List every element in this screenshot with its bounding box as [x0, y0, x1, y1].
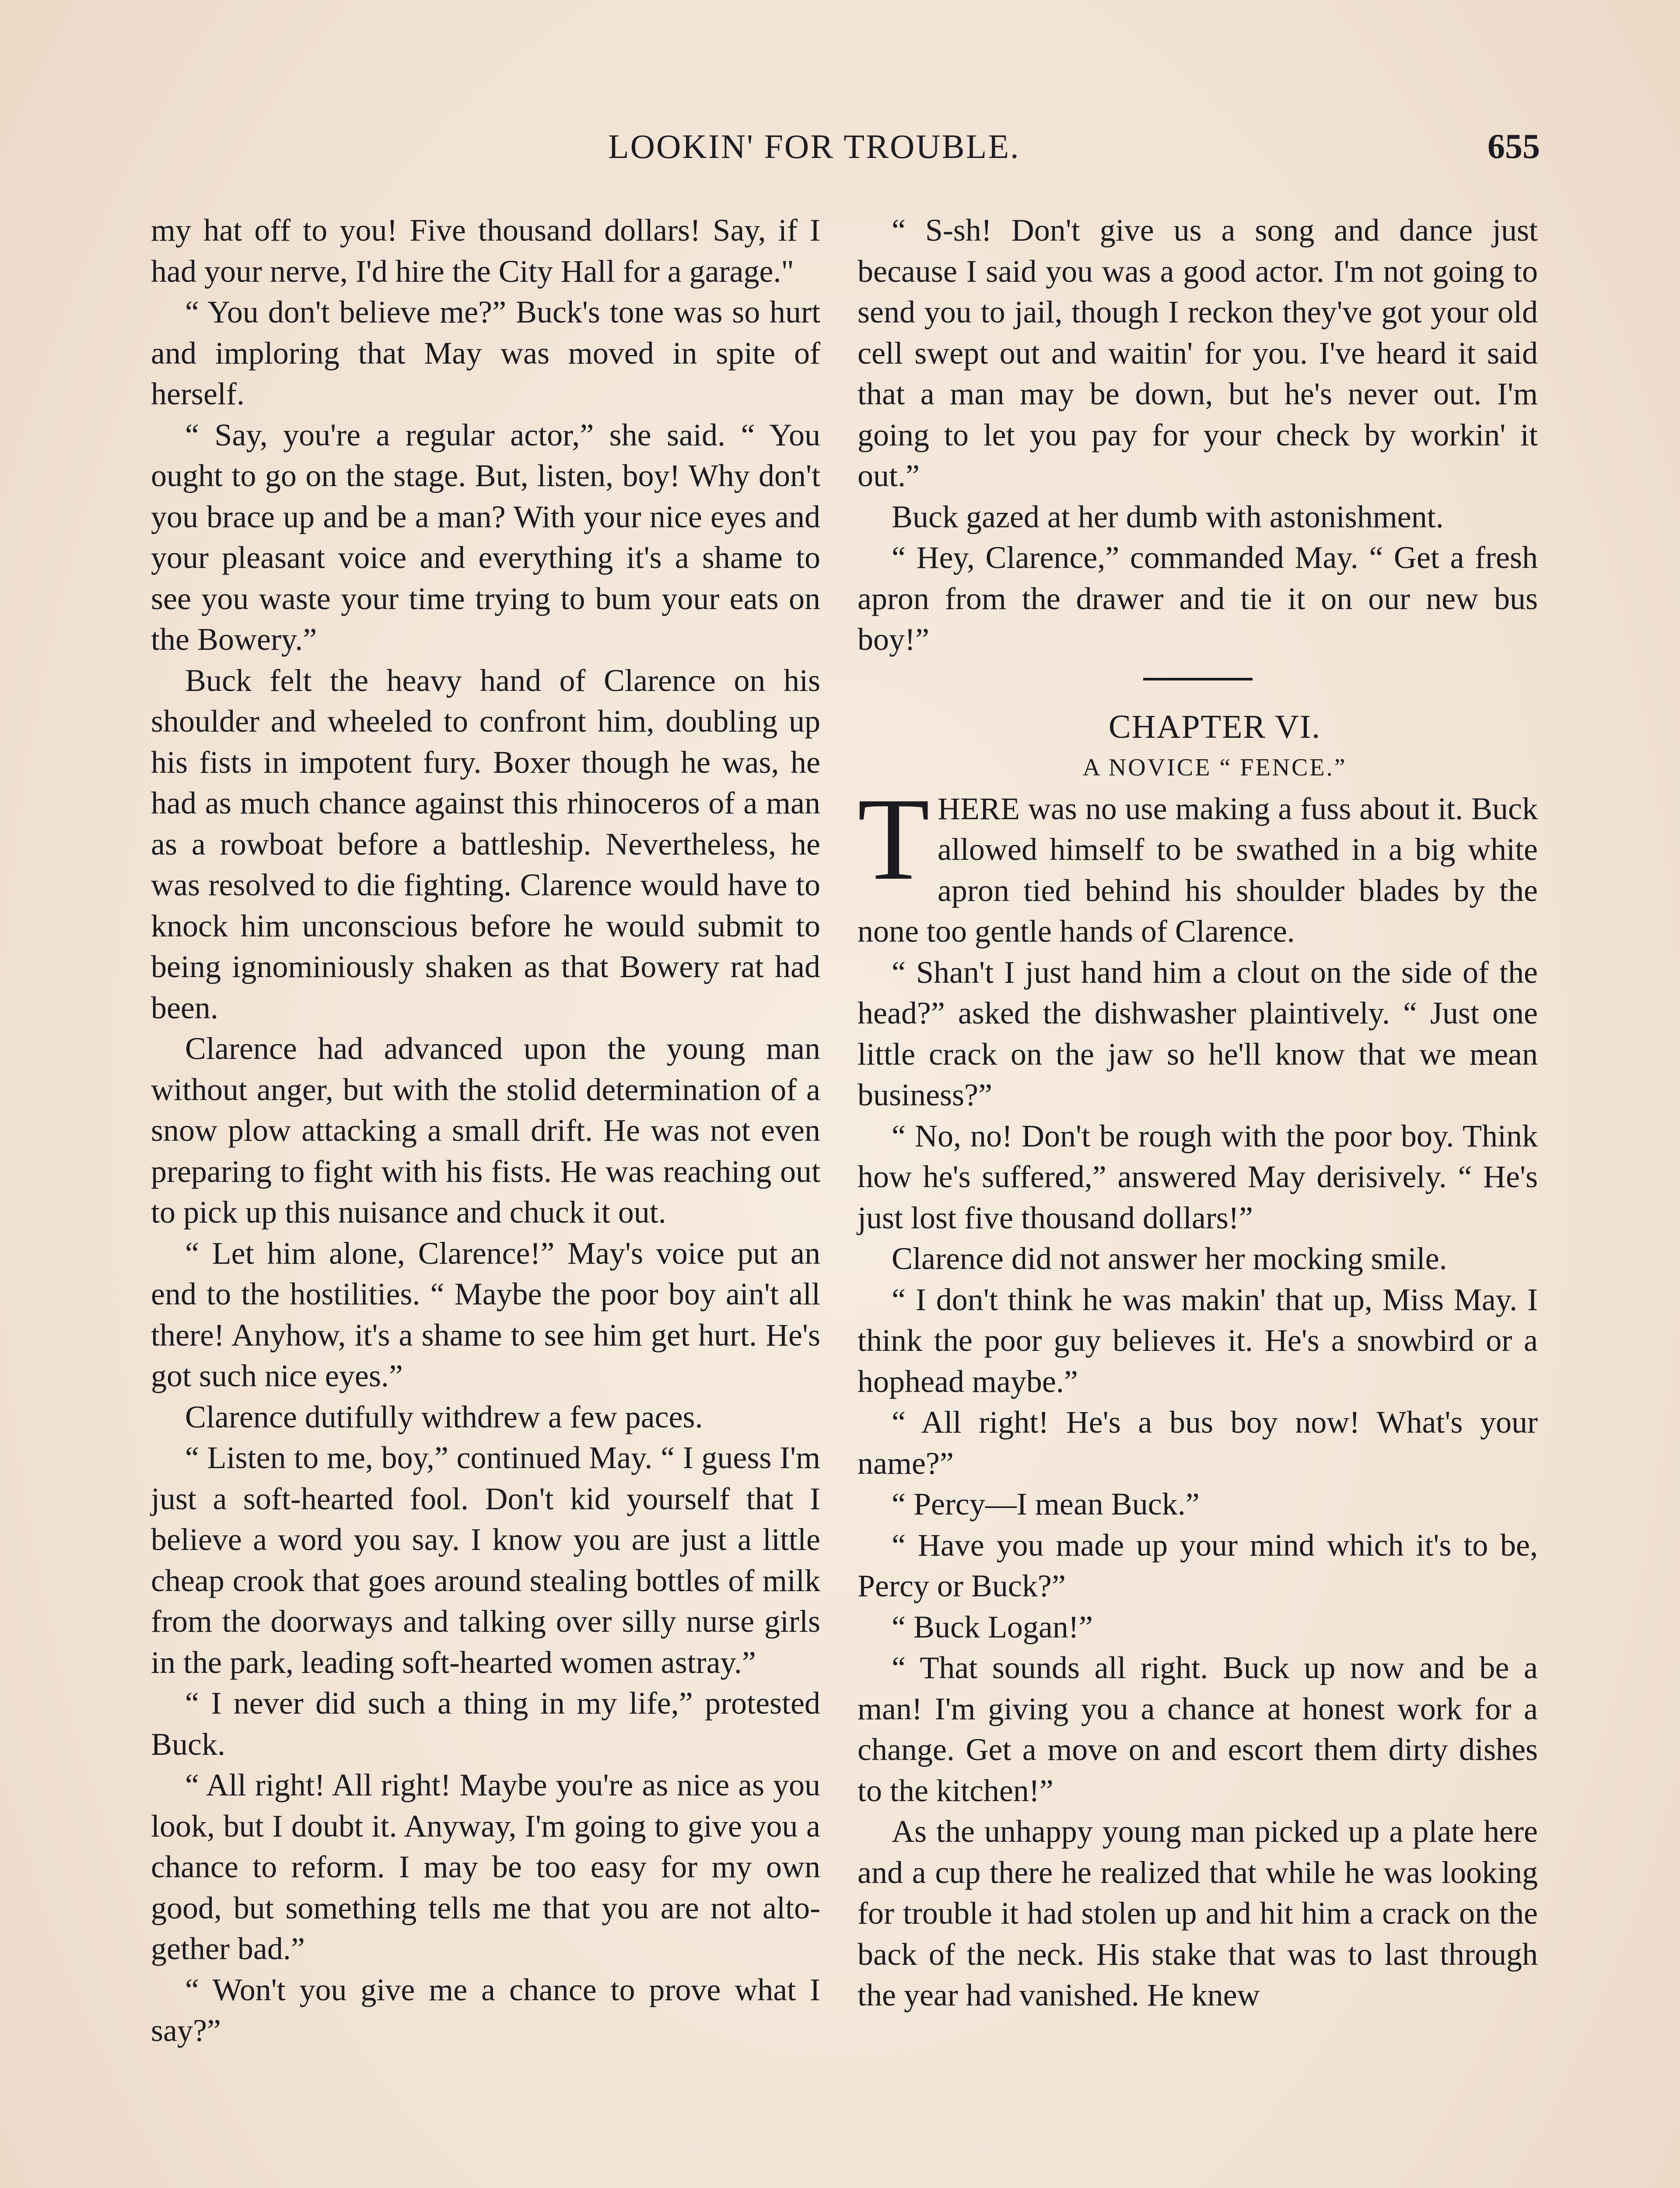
paragraph: Clarence dutifully withdrew a few paces.	[185, 1399, 703, 1434]
paragraph: “ You don't believe me?” Buck's tone was so hurt and imploring that May was moved in spite of herself.	[151, 295, 820, 411]
paragraph: “ Have you made up your mind which it's to be, Percy or Buck?”	[858, 1527, 1538, 1603]
right-column	[858, 210, 1538, 2016]
drop-cap: T	[858, 773, 930, 905]
paragraph: Buck gazed at her dumb with astonishment.	[892, 499, 1444, 534]
paragraph: “ That sounds all right. Buck up now and be a man! I'm giving you a chance at honest work for a change. Get a move on and escort them dirty dishes to the kitchen!”	[858, 1650, 1538, 1808]
paragraph: “ S-sh! Don't give us a song and dance just because I said you was a good actor. I'm not going to send you to jail, though I reckon they've got your old cell swept out and waitin' for you. I've heard it said that a man may be down, but he's never out. I'm going to let you pay for your check by workin' it out.”	[858, 213, 1538, 493]
paragraph: “ All right! He's a bus boy now! What's your name?”	[858, 1405, 1538, 1481]
chapter-opening-paragraph	[858, 773, 1538, 952]
paragraph: As the unhappy young man picked up a plate here and a cup there he realized that while he was looking for trouble it had stolen up and hit him a crack on the back of the neck. His stake that was to last through the year had vanished. He knew	[858, 1814, 1538, 2013]
chapter-heading: CHAPTER VI.	[1108, 708, 1321, 745]
page-number: 655	[1488, 127, 1540, 166]
left-column	[151, 210, 820, 2051]
chapter-subtitle: A NOVICE “ FENCE.”	[1082, 754, 1347, 781]
paragraph: Clarence did not answer her mocking smile.	[892, 1241, 1447, 1276]
paragraph: “ I never did such a thing in my life,” protested Buck.	[151, 1686, 820, 1762]
paragraph: “ Won't you give me a chance to prove what I say?”	[151, 1972, 820, 2048]
opening-text: HERE was no use making a fuss about it. Buck allowed himself to be swathed in a big white apron tied behind his shoulder blades by the none too gentle hands of Clarence.	[858, 791, 1538, 949]
paragraph: “ Let him alone, Clarence!” May's voice put an end to the hostilities. “ Maybe the poor boy ain't all there! Anyhow, it's a shame to see him get hurt. He's got such nice eyes.”	[151, 1235, 820, 1393]
paragraph: “ Hey, Clarence,” commanded May. “ Get a fresh apron from the drawer and tie it on our new bus boy!”	[858, 540, 1538, 657]
paragraph: “ No, no! Don't be rough with the poor boy. Think how he's suffered,” answered May derisively. “ He's just lost five thousand dollars!”	[858, 1118, 1538, 1235]
paragraph: Buck felt the heavy hand of Clarence on his shoulder and wheeled to confront him, doubling up his fists in impotent fury. Boxer though he was, he had as much chance against this rhinoceros of a man as a rowboat before a battleship. Nevertheless, he was resolved to die fighting. Clarence would have to knock him unconscious before he would submit to being ignominiously shaken as that Bowery rat had been.	[151, 663, 820, 1025]
paragraph: “ All right! All right! Maybe you're as nice as you look, but I doubt it. Anyway, I'm going to give you a chance to reform. I may be too easy for my own good, but something tells me that you are not altogether bad.”	[151, 1767, 820, 1966]
paragraph: “ Listen to me, boy,” continued May. “ I guess I'm just a soft-hearted fool. Don't kid yourself that I believe a word you say. I know you are just a little cheap crook that goes around stealing bottles of milk from the doorways and talking over silly nurse girls in the park, leading soft-hearted women astray.”	[151, 1440, 820, 1680]
section-divider	[1143, 678, 1253, 680]
running-title: LOOKIN' FOR TROUBLE.	[608, 127, 1020, 165]
paragraph: “ Percy—I mean Buck.”	[892, 1487, 1200, 1522]
paragraph: “ I don't think he was makin' that up, Miss May. I think the poor guy believes it. He's a snowbird or a hophead maybe.”	[858, 1282, 1538, 1399]
paragraph: “ Buck Logan!”	[892, 1609, 1093, 1645]
paragraph: Clarence had advanced upon the young man without anger, but with the stolid determination of a snow plow attacking a small drift. He was not even preparing to fight with his fists. He was reaching out to pick up this nuisance and chuck it out.	[151, 1031, 820, 1230]
paragraph: “ Shan't I just hand him a clout on the side of the head?” asked the dishwasher plaintively. “ Just one little crack on the jaw so he'll know that we mean business?”	[858, 954, 1538, 1112]
paragraph: “ Say, you're a regular actor,” she said. “ You ought to go on the stage. But, listen, boy! Why don't you brace up and be a man? With your nice eyes and your pleasant voice and everything it's a shame to see you waste your time trying to bum your eats on the Bowery.”	[151, 417, 820, 657]
paragraph: my hat off to you! Five thousand dollars! Say, if I had your nerve, I'd hire the City Hall for a garage."	[151, 213, 820, 289]
